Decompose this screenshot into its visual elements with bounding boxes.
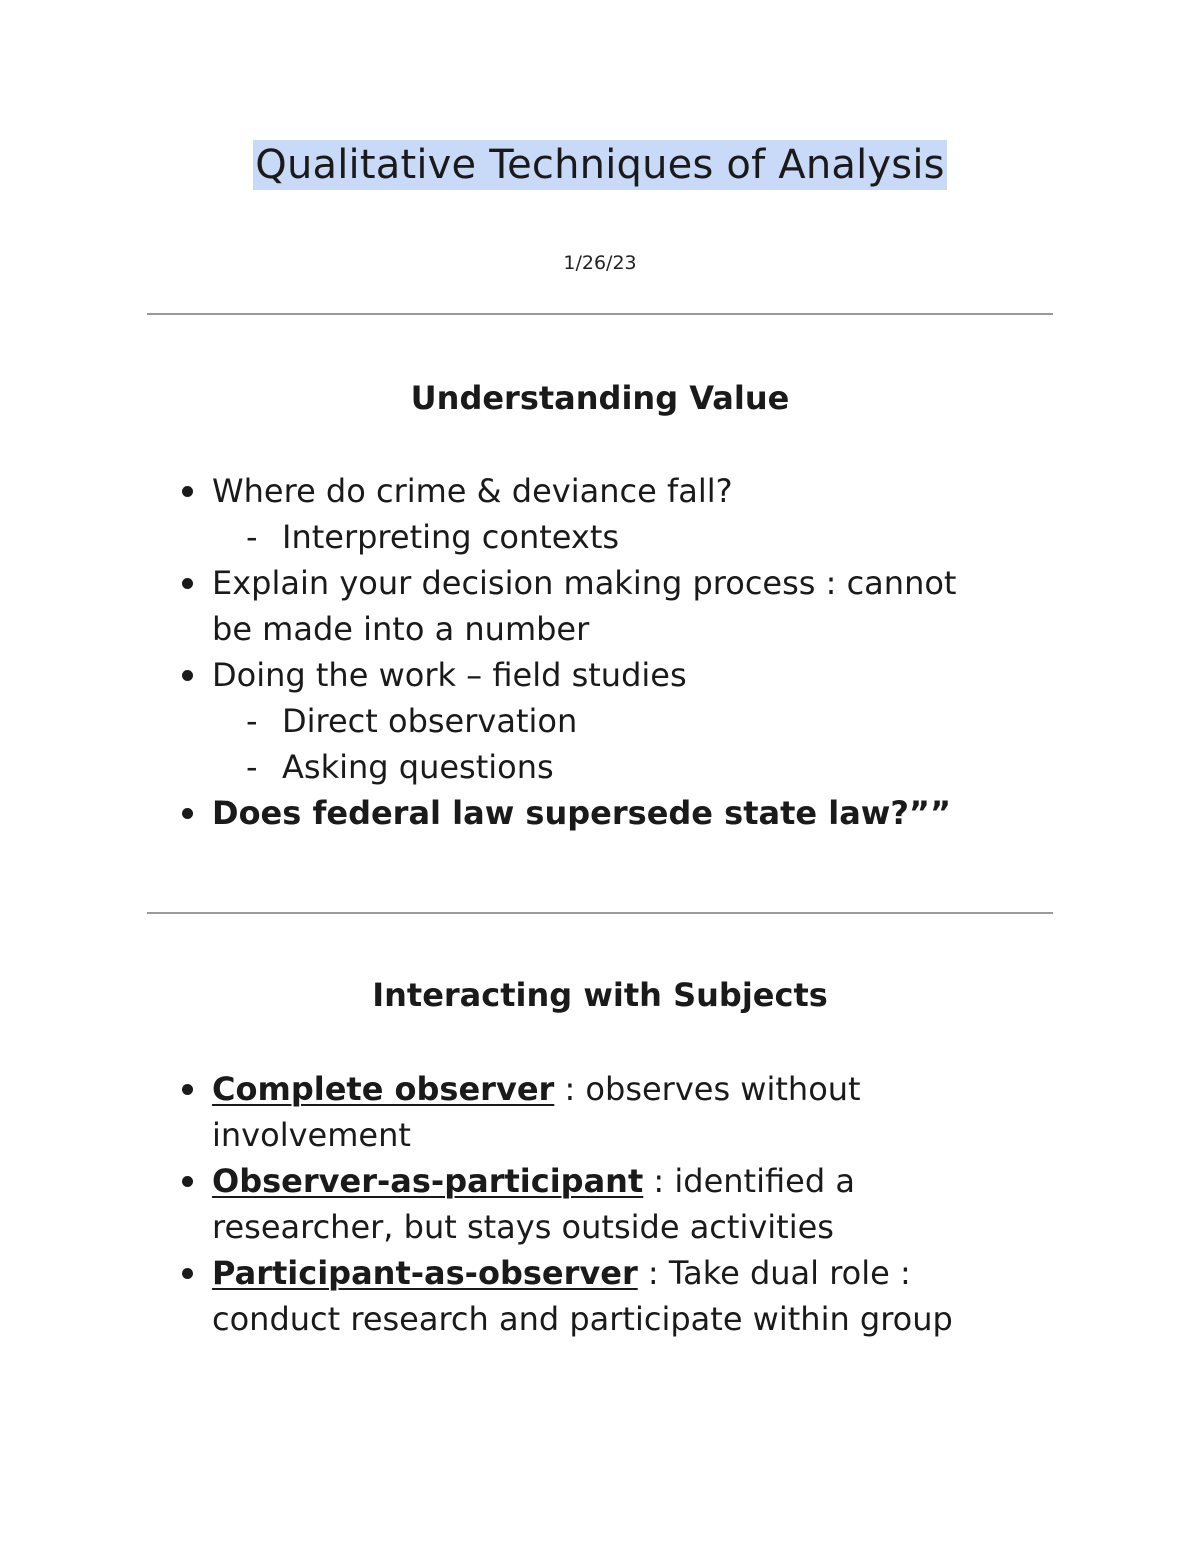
list-item bbox=[212, 468, 1002, 560]
bullet-icon bbox=[182, 670, 193, 681]
horizontal-divider bbox=[147, 912, 1053, 914]
interacting-with-subjects-list bbox=[212, 1066, 1002, 1342]
list-item-text: Explain your decision making process : cannot be made into a number bbox=[212, 564, 957, 648]
bullet-icon bbox=[182, 578, 193, 589]
document-date: 1/26/23 bbox=[563, 252, 637, 274]
list-item bbox=[212, 1158, 1002, 1250]
section-heading-interacting-with-subjects: Interacting with Subjects bbox=[372, 976, 828, 1014]
bullet-icon bbox=[182, 1268, 193, 1279]
term-complete-observer: Complete observer bbox=[212, 1070, 555, 1108]
term-observer-as-participant: Observer-as-participant bbox=[212, 1162, 644, 1200]
sub-list bbox=[212, 698, 1002, 790]
list-item bbox=[212, 560, 1002, 652]
bullet-icon bbox=[182, 808, 193, 819]
understanding-value-list bbox=[212, 468, 1002, 836]
list-item-text: Doing the work – field studies bbox=[212, 656, 687, 694]
sub-list-item bbox=[246, 744, 1002, 790]
list-item bbox=[212, 790, 1002, 836]
document-title: Qualitative Techniques of Analysis bbox=[255, 142, 945, 188]
list-item-text: Where do crime & deviance fall? bbox=[212, 472, 733, 510]
title-container bbox=[0, 140, 1200, 190]
bullet-icon bbox=[182, 486, 193, 497]
sub-list-item-text: Interpreting contexts bbox=[282, 518, 620, 556]
list-item-text: Does federal law supersede state law?”” bbox=[212, 794, 951, 832]
term-participant-as-observer: Participant-as-observer bbox=[212, 1254, 638, 1292]
sub-list bbox=[212, 514, 1002, 560]
sub-list-item-text: Asking questions bbox=[282, 748, 554, 786]
list-item bbox=[212, 1250, 1002, 1342]
horizontal-divider bbox=[147, 313, 1053, 315]
term-definition: : Take dual role : conduct research and participate within group bbox=[212, 1254, 953, 1338]
bullet-icon bbox=[182, 1084, 193, 1095]
list-item bbox=[212, 1066, 1002, 1158]
list-item bbox=[212, 652, 1002, 790]
dash-icon: - bbox=[246, 702, 258, 740]
bullet-icon bbox=[182, 1176, 193, 1187]
term-definition: : observes without involvement bbox=[212, 1070, 861, 1154]
dash-icon: - bbox=[246, 748, 258, 786]
term-definition: : identified a researcher, but stays outside activities bbox=[212, 1162, 855, 1246]
sub-list-item bbox=[246, 514, 1002, 560]
section-heading-understanding-value: Understanding Value bbox=[410, 379, 790, 417]
sub-list-item bbox=[246, 698, 1002, 744]
sub-list-item-text: Direct observation bbox=[282, 702, 578, 740]
dash-icon: - bbox=[246, 518, 258, 556]
